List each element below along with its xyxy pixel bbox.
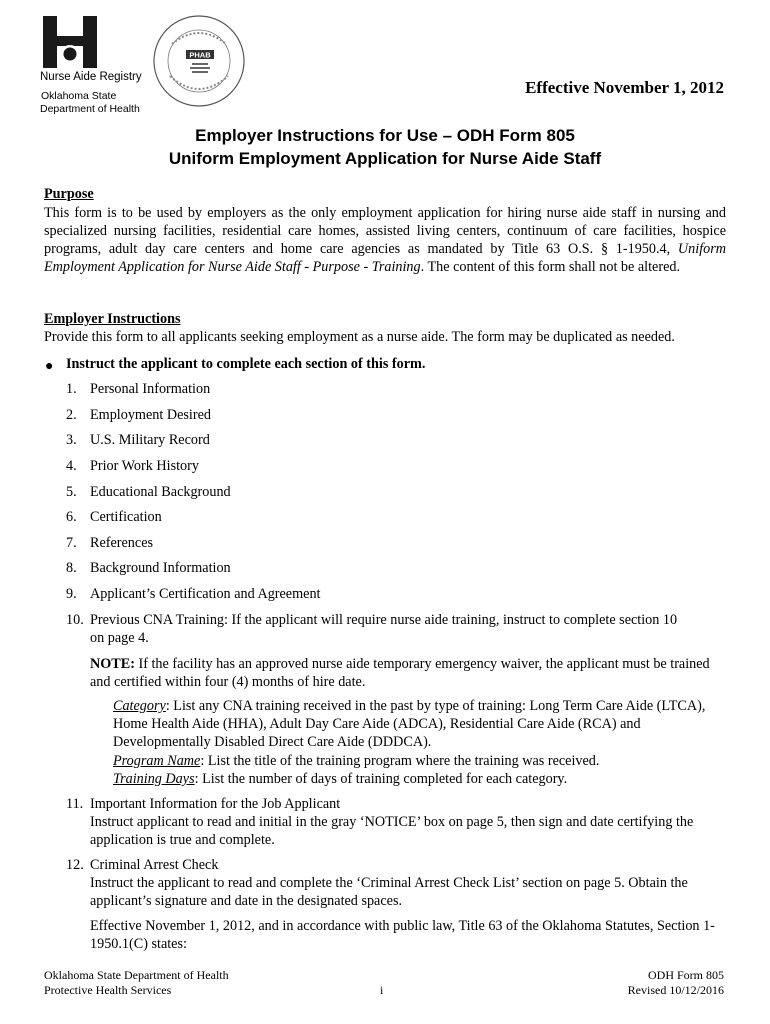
- program-label: Program Name: [113, 753, 201, 769]
- list-item-label: Personal Information: [90, 381, 211, 397]
- item12-title: Criminal Arrest Check: [90, 857, 219, 873]
- item12-text: Instruct the applicant to read and complete the ‘Criminal Arrest Check List’ section on page 5. Obtain the applicant’s signature and date in the designated spaces.: [90, 875, 688, 909]
- footer-division: Protective Health Services: [44, 983, 172, 997]
- item12-text2: Effective November 1, 2012, and in accordance with public law, Title 63 of the Oklahoma Statutes, Section 1-1950.1(C) states:: [90, 918, 715, 952]
- bullet-instruction: Instruct the applicant to complete each section of this form.: [66, 356, 426, 372]
- days-text: : List the number of days of training completed for each category.: [194, 771, 568, 787]
- list-item: 8. Background Information: [66, 560, 231, 576]
- list-item: [66, 611, 84, 629]
- list-item-label: Educational Background: [90, 484, 231, 500]
- list-item: 5. Educational Background: [66, 484, 231, 500]
- purpose-heading: Purpose: [44, 186, 94, 202]
- list-item-number: 12.: [66, 857, 84, 873]
- item10-days: [113, 770, 723, 788]
- list-item: 4. Prior Work History: [66, 458, 199, 474]
- accreditation-seal-icon: [152, 14, 246, 108]
- employer-instructions-heading: Employer Instructions: [44, 311, 181, 327]
- purpose-text: [44, 204, 726, 276]
- footer-revision: Revised 10/12/2016: [627, 983, 724, 997]
- footer-dept: Oklahoma State Department of Health: [44, 968, 229, 982]
- item10-note: [90, 655, 720, 691]
- list-item: 9. Applicant’s Certification and Agreement: [66, 586, 321, 602]
- item11-text: Instruct applicant to read and initial in the gray ‘NOTICE’ box on page 5, then sign and date certifying the application is true and complete.: [90, 814, 694, 848]
- bullet-icon: ●: [45, 359, 54, 374]
- item10-program: [113, 752, 723, 770]
- item10-category: [113, 697, 723, 751]
- purpose-italic: Uniform Employment Application for Nurse Aide Staff - Purpose - Training: [44, 241, 726, 275]
- department-line-1: Oklahoma State: [41, 90, 117, 102]
- list-item-label: References: [90, 535, 154, 551]
- list-item: 6. Certification: [66, 509, 162, 525]
- note-label: NOTE:: [90, 656, 135, 672]
- list-item-label: Prior Work History: [90, 458, 199, 474]
- category-label: Category: [113, 698, 166, 714]
- seal-badge-text: PHAB: [189, 50, 211, 60]
- purpose-text-b: . The content of this form shall not be altered.: [420, 259, 681, 275]
- list-item-label: U.S. Military Record: [90, 432, 210, 448]
- page-subtitle: Uniform Employment Application for Nurse Aide Staff: [168, 149, 602, 168]
- registry-name: Nurse Aide Registry: [40, 71, 142, 83]
- footer-form-number: ODH Form 805: [647, 968, 724, 982]
- effective-date: Effective November 1, 2012: [525, 78, 724, 97]
- list-item: 2. Employment Desired: [66, 407, 211, 423]
- category-text: : List any CNA training received in the past by type of training: Long Term Care Aide (LTCA), Home Health Aide (HHA), Adult Day Care Aide (ADCA), Residential Care Aide (RCA) and Developmentally Disabled Direct Care Aide (DDDCA).: [113, 698, 706, 750]
- list-item: 7. References: [66, 535, 154, 551]
- days-label: Training Days: [113, 771, 195, 787]
- employer-instructions-text: Provide this form to all applicants seeking employment as a nurse aide. The form may be duplicated as needed.: [44, 329, 675, 345]
- purpose-text-a: This form is to be used by employers as the only employment application for hiring nurse aide staff in nursing and specialized nursing facilities, residential care homes, assisted living centers, continuum of care facilities, hospice programs, adult day care centers and home care agencies as mandated by Title 63 O.S. § 1-1950.4,: [44, 205, 726, 257]
- department-line-2: Department of Health: [40, 103, 140, 115]
- footer-left: [44, 968, 229, 998]
- item11-title: Important Information for the Job Applicant: [90, 796, 341, 812]
- list-item-label: Background Information: [90, 560, 231, 576]
- item10-line2: on page 4.: [90, 630, 149, 646]
- list-item-label: Applicant’s Certification and Agreement: [90, 586, 321, 602]
- note-text: If the facility has an approved nurse aide temporary emergency waiver, the applicant must be trained and certified within four (4) months of hire date.: [90, 656, 710, 690]
- list-item-label: Employment Desired: [90, 407, 211, 423]
- list-item-label: Certification: [90, 509, 162, 525]
- list-item: 1. Personal Information: [66, 381, 211, 397]
- list-item-number: 10.: [66, 612, 84, 628]
- list-item-number: 11.: [66, 796, 84, 812]
- department-name: [40, 90, 140, 116]
- odh-logo-icon: [40, 14, 100, 70]
- page-title: Employer Instructions for Use – ODH Form 805: [195, 126, 575, 145]
- list-item: [66, 795, 83, 813]
- program-text: : List the title of the training program where the training was received.: [200, 753, 600, 769]
- list-item: 3. U.S. Military Record: [66, 432, 210, 448]
- item10-line1: Previous CNA Training: If the applicant will require nurse aide training, instruct to complete section 10: [90, 612, 678, 628]
- list-item: [66, 856, 84, 874]
- page-number: i: [380, 983, 384, 997]
- footer-right: [628, 968, 724, 998]
